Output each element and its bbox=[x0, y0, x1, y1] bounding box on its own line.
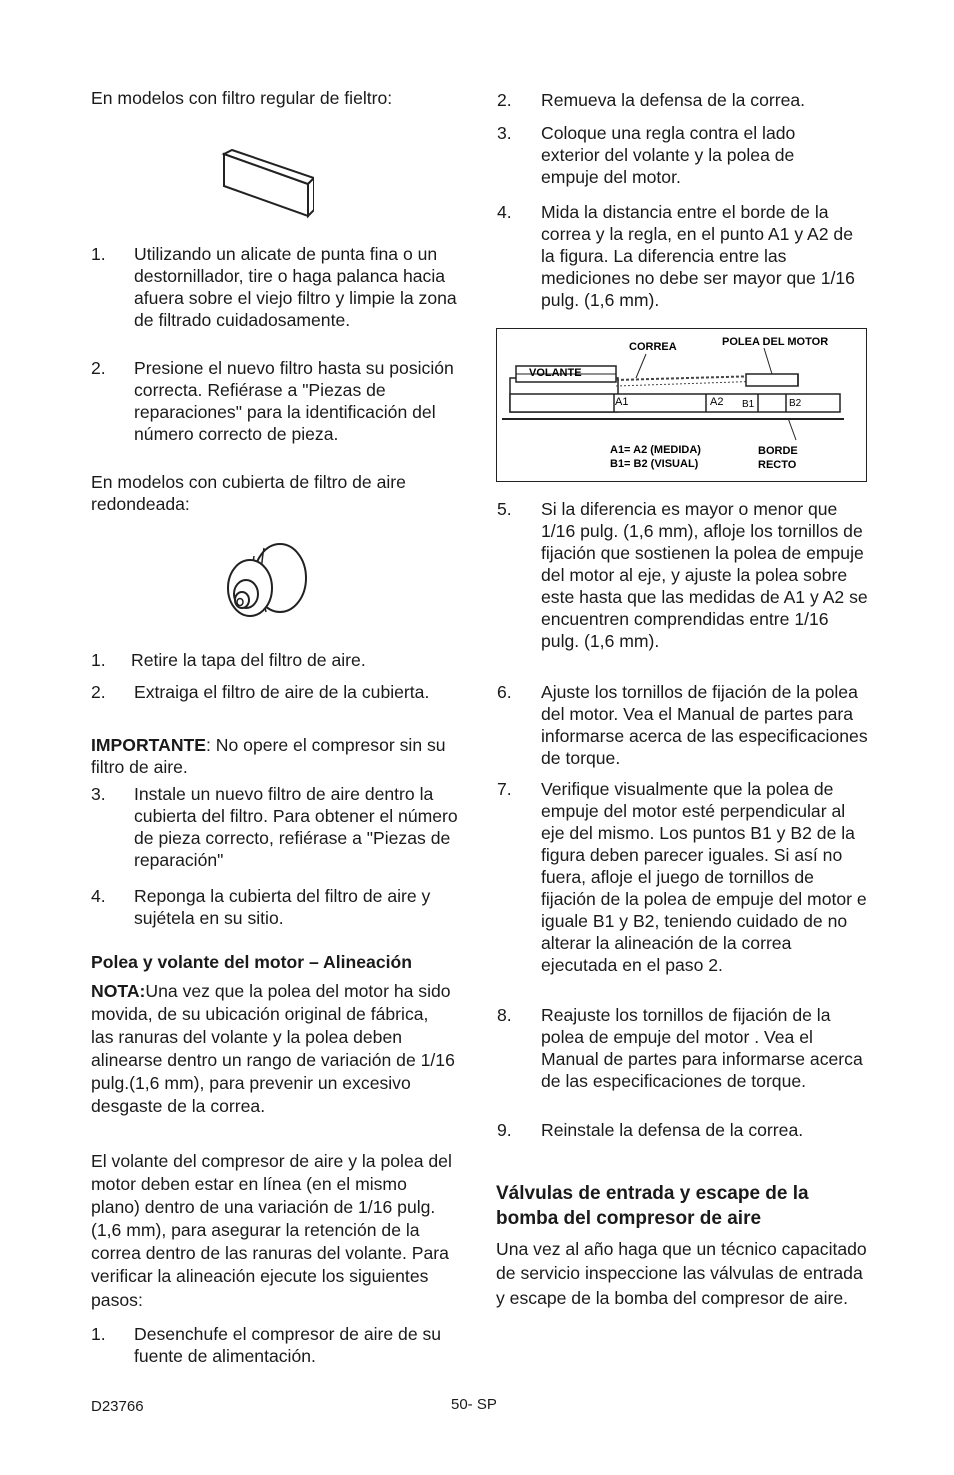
important-note bbox=[91, 734, 463, 778]
label-b1: B1 bbox=[742, 399, 755, 410]
intro-round-filter: En modelos con cubierta de filtro de aire redondeada: bbox=[91, 472, 406, 514]
volante-paragraph: El volante del compresor de aire y la polea del motor deben estar en línea (en el mismo plano) dentro de una variación de 1/16 pulg. (1,6 mm), para asegurar la retención de la correa dentro de las ranuras del volante. Para verificar la alineación ejecute los siguientes pasos: bbox=[91, 1151, 452, 1310]
label-volante: VOLANTE bbox=[529, 367, 582, 379]
important-text: : No opere el compresor sin su filtro de aire. bbox=[91, 735, 446, 777]
label-borde: BORDE bbox=[758, 445, 798, 457]
label-correa: CORREA bbox=[629, 341, 677, 353]
label-medida: A1= A2 (MEDIDA) bbox=[610, 444, 701, 456]
nota-label: NOTA: bbox=[91, 981, 146, 1001]
nota-text: Una vez que la polea del motor ha sido movida, de su ubicación original de fábrica, las ranuras del volante y la polea deben alinearse dentro un rango de variación de 1/16 pulg.(1,6 mm), para prevenir un excesivo desgaste de la correa. bbox=[91, 981, 455, 1117]
label-a2: A2 bbox=[710, 396, 724, 408]
label-polea-motor: POLEA DEL MOTOR bbox=[722, 336, 829, 348]
valves-heading: Válvulas de entrada y escape de la bomba del compresor de aire bbox=[496, 1183, 809, 1229]
label-recto: RECTO bbox=[758, 459, 797, 471]
page-number: 50- SP bbox=[451, 1396, 497, 1413]
label-b2: B2 bbox=[789, 398, 802, 409]
intro-felt-filter: En modelos con filtro regular de fieltro: bbox=[91, 88, 393, 108]
round-filter-illustration bbox=[220, 540, 312, 626]
important-label: IMPORTANTE bbox=[91, 735, 207, 755]
valves-paragraph: Una vez al año haga que un técnico capacitado de servicio inspeccione las válvulas de entrada y escape de la bomba del compresor de aire. bbox=[496, 1239, 867, 1308]
felt-filter-illustration bbox=[218, 148, 314, 222]
label-visual: B1= B2 (VISUAL) bbox=[610, 458, 699, 470]
label-a1: A1 bbox=[615, 396, 629, 408]
alignment-heading: Polea y volante del motor – Alineación bbox=[91, 952, 413, 972]
document-id: D23766 bbox=[91, 1398, 144, 1415]
alignment-note bbox=[91, 980, 455, 1119]
alignment-figure bbox=[496, 328, 867, 482]
